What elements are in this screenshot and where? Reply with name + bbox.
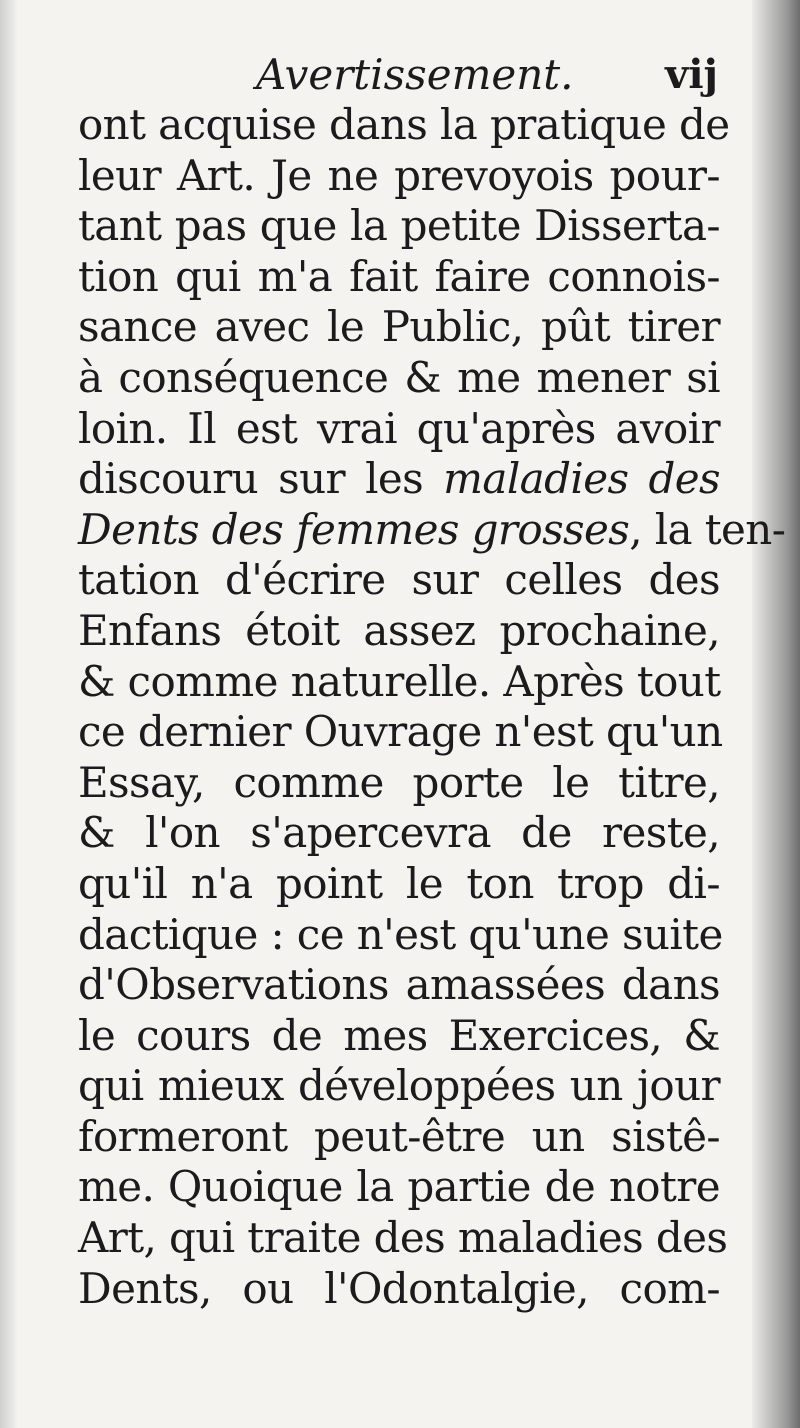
page-gutter-shadow [0, 0, 18, 1428]
text-line: tation d'écrire sur celles des [78, 555, 720, 605]
text-span: , la ten- [629, 504, 786, 554]
text-line-with-italic [78, 454, 720, 505]
text-line: formeront peut-être un sistê- [78, 1111, 720, 1161]
text-span: discouru sur les [78, 454, 444, 504]
text-line: à conséquence & me mener si [78, 352, 720, 402]
page-number: vij [665, 51, 718, 98]
text-line: d'Observations amassées dans [78, 960, 720, 1010]
text-line: Essay, comme porte le titre, [78, 757, 720, 807]
text-block [78, 100, 786, 1314]
text-line: Dents, ou l'Odontalgie, com- [78, 1263, 720, 1313]
text-line: le cours de mes Exercices, & [78, 1010, 720, 1060]
text-line: ont acquise dans la pratique de [78, 100, 730, 149]
text-line: qui mieux développées un jour [78, 1061, 720, 1111]
text-line: & l'on s'apercevra de reste, [78, 808, 720, 858]
text-line: leur Art. Je ne prevoyois pour- [78, 150, 720, 200]
text-line: & comme naturelle. Après tout [78, 656, 721, 706]
running-title: Avertissement. [256, 50, 574, 99]
text-line: dactique : ce n'est qu'une suite [78, 909, 723, 959]
text-line: tion qui m'a fait faire connois- [78, 251, 720, 301]
italic-phrase: Dents des femmes grosses [78, 504, 630, 554]
page-edge-shadow [752, 0, 800, 1428]
text-line: me. Quoique la partie de notre [78, 1162, 720, 1212]
text-line: qu'il n'a point le ton trop di- [78, 858, 720, 908]
italic-phrase: maladies des [443, 454, 720, 504]
text-line: Art, qui traite des maladies des [78, 1213, 728, 1263]
text-line: sance avec le Public, pût tirer [78, 302, 720, 352]
text-line: Enfans étoit assez prochaine, [78, 605, 720, 655]
running-header [256, 50, 726, 100]
text-line-with-italic [78, 504, 786, 556]
text-line: tant pas que la petite Disserta- [78, 201, 720, 251]
text-line: loin. Il est vrai qu'après avoir [78, 403, 720, 453]
text-line: ce dernier Ouvrage n'est qu'un [78, 707, 723, 757]
